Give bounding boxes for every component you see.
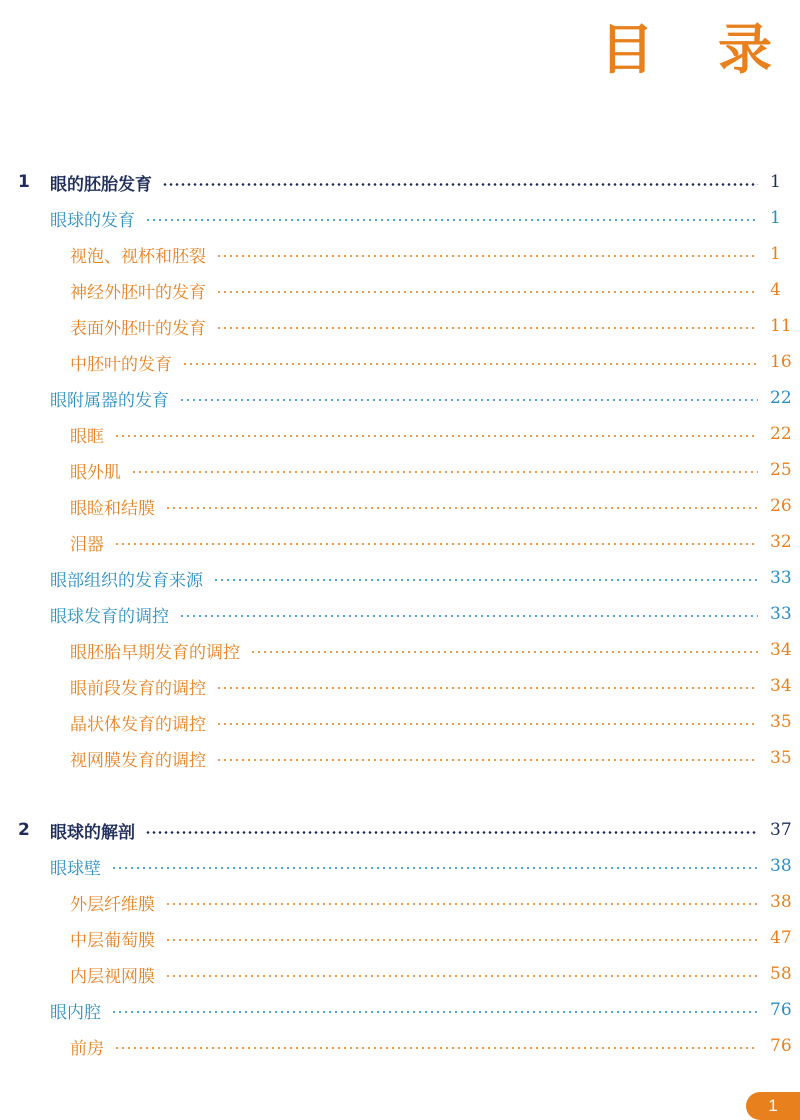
dot-leader (216, 687, 758, 689)
dot-leader (145, 219, 758, 221)
dot-leader (145, 831, 758, 834)
dot-leader (213, 579, 758, 581)
toc-entry-title: 眼的胚胎发育 (50, 174, 152, 195)
title-char-2: 录 (718, 17, 772, 81)
toc-entry-subsection[interactable] (0, 672, 800, 700)
toc-entry-title: 眼胚胎早期发育的调控 (70, 642, 240, 663)
toc-entry-title: 神经外胚叶的发育 (70, 282, 206, 303)
toc-page-number: 76 (770, 1036, 792, 1056)
dot-leader (216, 327, 758, 329)
toc-entry-title: 眼睑和结膜 (70, 498, 155, 519)
toc-entry-title: 眼球的发育 (50, 210, 135, 231)
dot-leader (216, 759, 758, 761)
toc-entry-title: 前房 (70, 1038, 104, 1059)
toc-entry-title: 眼球发育的调控 (50, 606, 169, 627)
page-number: 1 (768, 1096, 778, 1115)
dot-leader (131, 471, 758, 473)
toc-entry-section[interactable] (0, 564, 800, 592)
dot-leader (165, 939, 758, 941)
toc-entry-subsection[interactable] (0, 744, 800, 772)
toc-entry-subsection[interactable] (0, 348, 800, 376)
toc-entry-section[interactable] (0, 852, 800, 880)
dot-leader (216, 255, 758, 257)
toc-entry-subsection[interactable] (0, 636, 800, 664)
toc-entry-chapter[interactable] (0, 168, 800, 196)
dot-leader (162, 183, 758, 186)
toc-page-number: 47 (770, 928, 792, 948)
toc-page-number: 32 (770, 532, 792, 552)
dot-leader (182, 363, 758, 365)
toc-page-number: 25 (770, 460, 792, 480)
toc-entry-title: 眼眶 (70, 426, 104, 447)
toc-entry-title: 泪器 (70, 534, 104, 555)
toc-entry-subsection[interactable] (0, 492, 800, 520)
toc-page-number: 34 (770, 676, 792, 696)
toc-page-number: 22 (770, 424, 792, 444)
dot-leader (165, 507, 758, 509)
toc-entry-title: 视泡、视杯和胚裂 (70, 246, 206, 267)
toc-entry-section[interactable] (0, 384, 800, 412)
toc-page-number: 37 (770, 820, 792, 840)
toc-page-number: 35 (770, 748, 792, 768)
dot-leader (216, 291, 758, 293)
toc-page-number: 38 (770, 856, 792, 876)
toc-page-number: 1 (770, 172, 781, 192)
toc-entry-title: 眼球的解剖 (50, 822, 135, 843)
toc-entry-subsection[interactable] (0, 924, 800, 952)
toc-entry-title: 眼前段发育的调控 (70, 678, 206, 699)
toc-entry-subsection[interactable] (0, 276, 800, 304)
page-title (600, 17, 772, 81)
toc-entry-subsection[interactable] (0, 420, 800, 448)
toc-entry-subsection[interactable] (0, 708, 800, 736)
toc-entry-title: 眼附属器的发育 (50, 390, 169, 411)
title-char-1: 目 (600, 17, 654, 81)
dot-leader (179, 615, 758, 617)
dot-leader (114, 435, 758, 437)
dot-leader (165, 975, 758, 977)
toc-page-number: 22 (770, 388, 792, 408)
toc-entry-section[interactable] (0, 996, 800, 1024)
toc-entry-title: 眼内腔 (50, 1002, 101, 1023)
toc-page-number: 4 (770, 280, 781, 300)
dot-leader (250, 651, 758, 653)
toc-page-number: 1 (770, 244, 781, 264)
toc-entry-subsection[interactable] (0, 888, 800, 916)
dot-leader (111, 1011, 758, 1013)
dot-leader (216, 723, 758, 725)
toc-entry-subsection[interactable] (0, 960, 800, 988)
toc-page-number: 35 (770, 712, 792, 732)
toc-page-number: 76 (770, 1000, 792, 1020)
page-number-badge (746, 1092, 800, 1120)
toc-entry-chapter[interactable] (0, 816, 800, 844)
toc-entry-title: 中层葡萄膜 (70, 930, 155, 951)
toc-page-number: 1 (770, 208, 781, 228)
toc-page-number: 38 (770, 892, 792, 912)
dot-leader (165, 903, 758, 905)
toc-page-number: 33 (770, 568, 792, 588)
toc-entry-subsection[interactable] (0, 240, 800, 268)
dot-leader (111, 867, 758, 869)
toc-entry-title: 眼球壁 (50, 858, 101, 879)
toc-entry-title: 中胚叶的发育 (70, 354, 172, 375)
toc-entry-title: 内层视网膜 (70, 966, 155, 987)
toc-entry-subsection[interactable] (0, 1032, 800, 1060)
toc-page-number: 33 (770, 604, 792, 624)
dot-leader (179, 399, 758, 401)
dot-leader (114, 1047, 758, 1049)
toc-entry-title: 眼部组织的发育来源 (50, 570, 203, 591)
toc-entry-title: 视网膜发育的调控 (70, 750, 206, 771)
toc-entry-subsection[interactable] (0, 528, 800, 556)
toc-page-number: 16 (770, 352, 792, 372)
chapter-number: 2 (18, 820, 30, 840)
toc-entry-subsection[interactable] (0, 312, 800, 340)
toc-page-number: 34 (770, 640, 792, 660)
toc-entry-section[interactable] (0, 204, 800, 232)
toc-page-number: 58 (770, 964, 792, 984)
toc-page-number: 11 (770, 316, 792, 336)
toc-entry-section[interactable] (0, 600, 800, 628)
toc-entry-subsection[interactable] (0, 456, 800, 484)
toc-entry-title: 外层纤维膜 (70, 894, 155, 915)
chapter-number: 1 (18, 172, 30, 192)
dot-leader (114, 543, 758, 545)
toc-page-number: 26 (770, 496, 792, 516)
toc-entry-title: 眼外肌 (70, 462, 121, 483)
toc-entry-title: 表面外胚叶的发育 (70, 318, 206, 339)
toc-entry-title: 晶状体发育的调控 (70, 714, 206, 735)
